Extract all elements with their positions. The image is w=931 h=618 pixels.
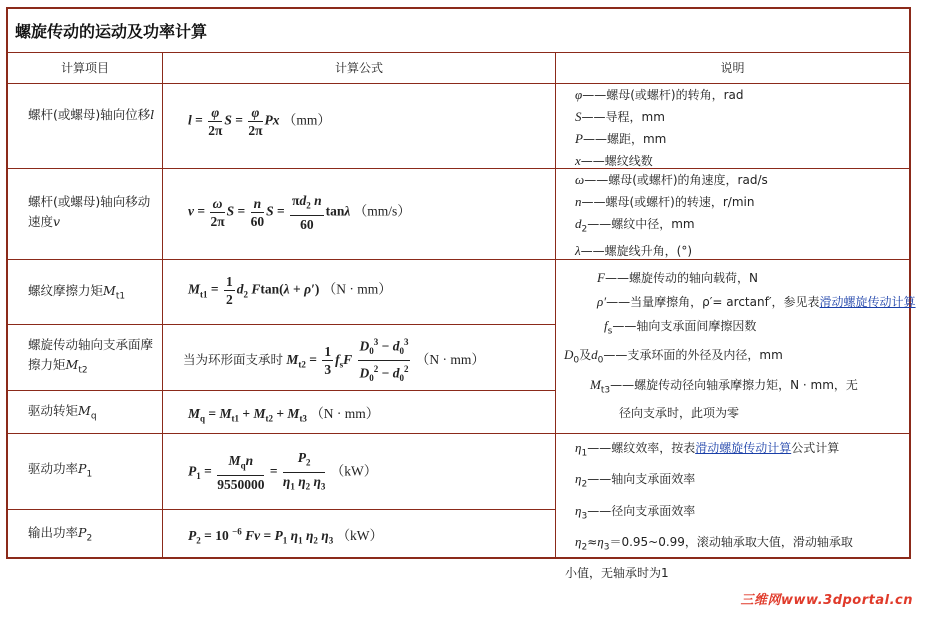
header-formula: 计算公式 xyxy=(334,61,383,75)
table-frame xyxy=(6,7,916,580)
note-Mt3-cont: 径向支承时，此项为零 xyxy=(619,406,740,421)
notes-group-4 xyxy=(565,435,853,586)
link-sliding-screw-calc-2[interactable]: 滑动螺旋传动计算 xyxy=(695,441,792,455)
row-divider xyxy=(8,83,909,84)
note-lambda: λ——螺旋线升角，(°) xyxy=(575,243,693,259)
note-pitch: P——螺距，mm xyxy=(575,131,667,146)
row-divider xyxy=(8,390,555,391)
note-phi: φ——螺母(或螺杆)的转角，rad xyxy=(575,87,744,102)
row-divider xyxy=(8,168,909,169)
note-eta2: $\eta_2——$轴向支承面效率 xyxy=(575,471,696,490)
header-item: 计算项目 xyxy=(60,61,109,75)
note-rho: ρ′——当量摩擦角，ρ′= arctanf′，参见表滑动螺旋传动计算 xyxy=(597,294,916,309)
formula-speed: v = $\frac{\omega}{2\pi}$ S = $\frac{n}{60}$ S = $\frac{\pi d_2 n}{60}$ tanλ （mm/s） xyxy=(188,193,411,232)
item-output-power: 输出功率$P_2$ xyxy=(28,525,93,544)
formula-output-power: $P_2 = 10$ $^{-6}$ $Fv = P_1$ $\eta_1$ $\eta_2$ $\eta_3$ （kW） xyxy=(188,526,384,546)
note-d2: $d_2——$螺纹中径，mm xyxy=(575,216,695,235)
row-divider xyxy=(8,259,909,260)
note-eta3: $\eta_3——$径向支承面效率 xyxy=(575,502,696,522)
note-n: n——螺母(或螺杆)的转速，r/min xyxy=(575,194,755,209)
note-thread-count: x——螺纹线数 xyxy=(575,153,653,168)
item-drive-power: 驱动功率$P_1$ xyxy=(28,461,93,480)
note-lead: S——导程，mm xyxy=(575,109,665,124)
header-notes: 说明 xyxy=(720,61,745,75)
note-D0d0: $D_0$及$d_0——$支承环面的外径及内径，mm xyxy=(564,347,783,366)
notes-group-3 xyxy=(564,266,916,425)
item-axial-displacement: 螺杆(或螺母)轴向位移l xyxy=(28,107,155,122)
note-eta23-cont: 小值，无轴承时为1 xyxy=(565,565,669,580)
link-sliding-screw-calc[interactable]: 滑动螺旋传动计算 xyxy=(819,295,916,309)
row-divider xyxy=(8,324,555,325)
formula-thread-friction: $M_{t1}$ = $\frac{1}{2}$ $d_2$ Ftan(λ + ρ′) （N · mm） xyxy=(188,274,392,307)
item-drive-torque: 驱动转矩$M_q$ xyxy=(28,403,97,422)
item-axial-speed: 螺杆(或螺母)轴向移动速度v xyxy=(28,194,151,229)
col-divider xyxy=(162,53,163,557)
row-divider xyxy=(8,509,555,510)
note-eta23: $\eta_2\approx\eta_3=0.95\sim 0.99$，滚动轴承取大值，滑动轴承取 xyxy=(575,534,853,553)
site-watermark: 三维网www.3dportal.cn xyxy=(740,593,913,608)
page-title: 螺旋传动的运动及功率计算 xyxy=(8,9,909,53)
formula-displacement: l = $\frac{\varphi}{2\pi}$ S = $\frac{\varphi}{2\pi}$ Px （mm） xyxy=(188,105,331,138)
formula-drive-torque: $M_q = M_{t1} + M_{t2} + M_{t3}$ （N · mm） xyxy=(188,406,380,424)
row-divider xyxy=(8,433,909,434)
note-F: F——螺旋传动的轴向载荷，N xyxy=(597,270,758,285)
formula-drive-power: $P_1$ = $\frac{M_qn}{9550000}$ = $\frac{P_2}{\eta_1 \eta_2 \eta_3}$ （kW） xyxy=(188,450,378,492)
note-fs: $f_s——$轴向支承面间摩擦因数 xyxy=(604,318,757,337)
col-divider xyxy=(555,53,556,557)
note-omega: ω——螺母(或螺杆)的角速度，rad/s xyxy=(575,172,768,187)
note-eta1: $\eta_1——$螺纹效率，按表滑动螺旋传动计算公式计算 xyxy=(575,440,840,459)
item-thrust-friction-torque: 螺旋传动轴向支承面摩擦力矩$M_{t2}$ xyxy=(28,337,154,376)
note-Mt3: $M_{t3}——$螺旋传动径向轴承摩擦力矩，N · mm，无 xyxy=(590,376,858,396)
notes-group-2 xyxy=(575,169,768,262)
formula-thrust-friction: 当为环形面支承时 $M_{t2}$ = $\frac{1}{3}$ $f_sF$ $\frac{D_0^3 - d_0^3}{D_0^2 - d_0^2}$ （N · mm） xyxy=(183,334,485,387)
notes-group-1 xyxy=(575,84,743,172)
item-thread-friction-torque: 螺纹摩擦力矩$M_{t1}$ xyxy=(28,283,126,302)
